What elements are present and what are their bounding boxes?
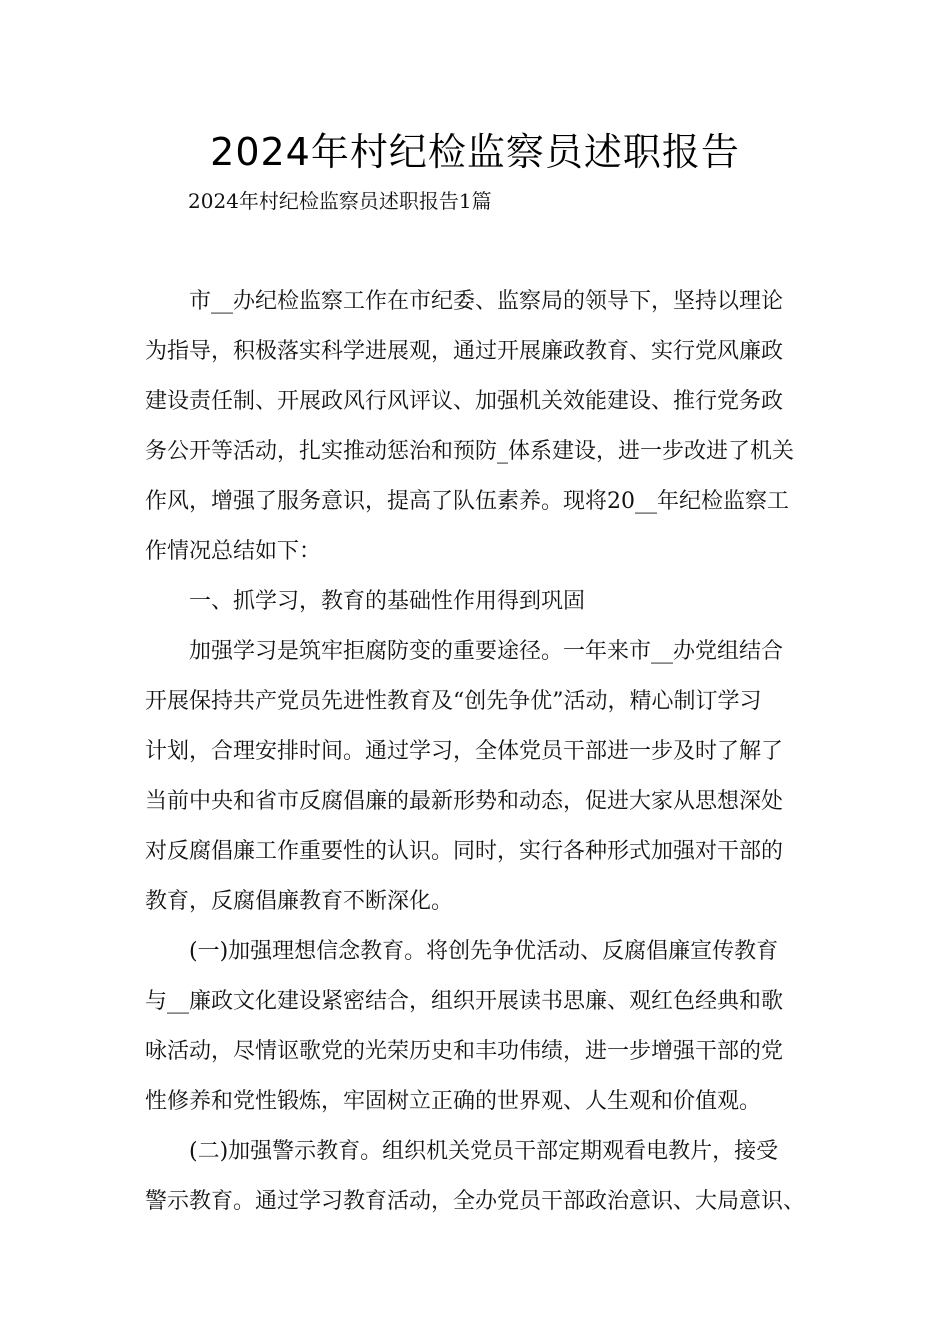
body-text-line: 作风，增强了服务意识，提高了队伍素养。现将20__年纪检监察工 [145,489,789,514]
body-text-line: 建设责任制、开展政风行风评议、加强机关效能建设、推行党务政 [145,389,784,414]
body-text-line: 务公开等活动，扎实推动惩治和预防_体系建设，进一步改进了机关 [145,439,795,464]
body-text-line: 作情况总结如下： [145,539,322,564]
body-text-line: 与__廉政文化建设紧密结合，组织开展读书思廉、观红色经典和歌 [145,989,784,1014]
body-text-line: 教育，反腐倡廉教育不断深化。 [145,889,454,914]
body-text-line: 计划，合理安排时间。通过学习，全体党员干部进一步及时了解了 [145,739,784,764]
body-text-line: 咏活动，尽情讴歌党的光荣历史和丰功伟绩，进一步增强干部的党 [145,1039,784,1064]
body-text-line: 市__办纪检监察工作在市纪委、监察局的领导下，坚持以理论 [189,289,784,314]
body-text-line: 一、抓学习，教育的基础性作用得到巩固 [189,589,586,614]
body-text-line: 当前中央和省市反腐倡廉的最新形势和动态，促进大家从思想深处 [145,789,784,814]
body-text-line: 对反腐倡廉工作重要性的认识。同时，实行各种形式加强对干部的 [145,839,784,864]
document-title: 2024年村纪检监察员述职报告 [210,130,740,174]
document-body [145,282,825,1232]
document-subtitle: 2024年村纪检监察员述职报告1篇 [188,189,492,213]
body-text-line: 加强学习是筑牢拒腐防变的重要途径。一年来市__办党组结合 [189,639,784,664]
body-text-line: 性修养和党性锻炼，牢固树立正确的世界观、人生观和价值观。 [145,1089,762,1114]
body-text-line: 为指导，积极落实科学进展观，通过开展廉政教育、实行党风廉政 [145,339,784,364]
body-text-line: (一)加强理想信念教育。将创先争优活动、反腐倡廉宣传教育 [189,939,779,964]
body-text-line: 开展保持共产党员先进性教育及“创先争优”活动，精心制订学习 [145,689,762,714]
body-text-line: 警示教育。通过学习教育活动，全办党员干部政治意识、大局意识、 [145,1189,806,1214]
body-text-line: (二)加强警示教育。组织机关党员干部定期观看电教片，接受 [189,1139,779,1164]
